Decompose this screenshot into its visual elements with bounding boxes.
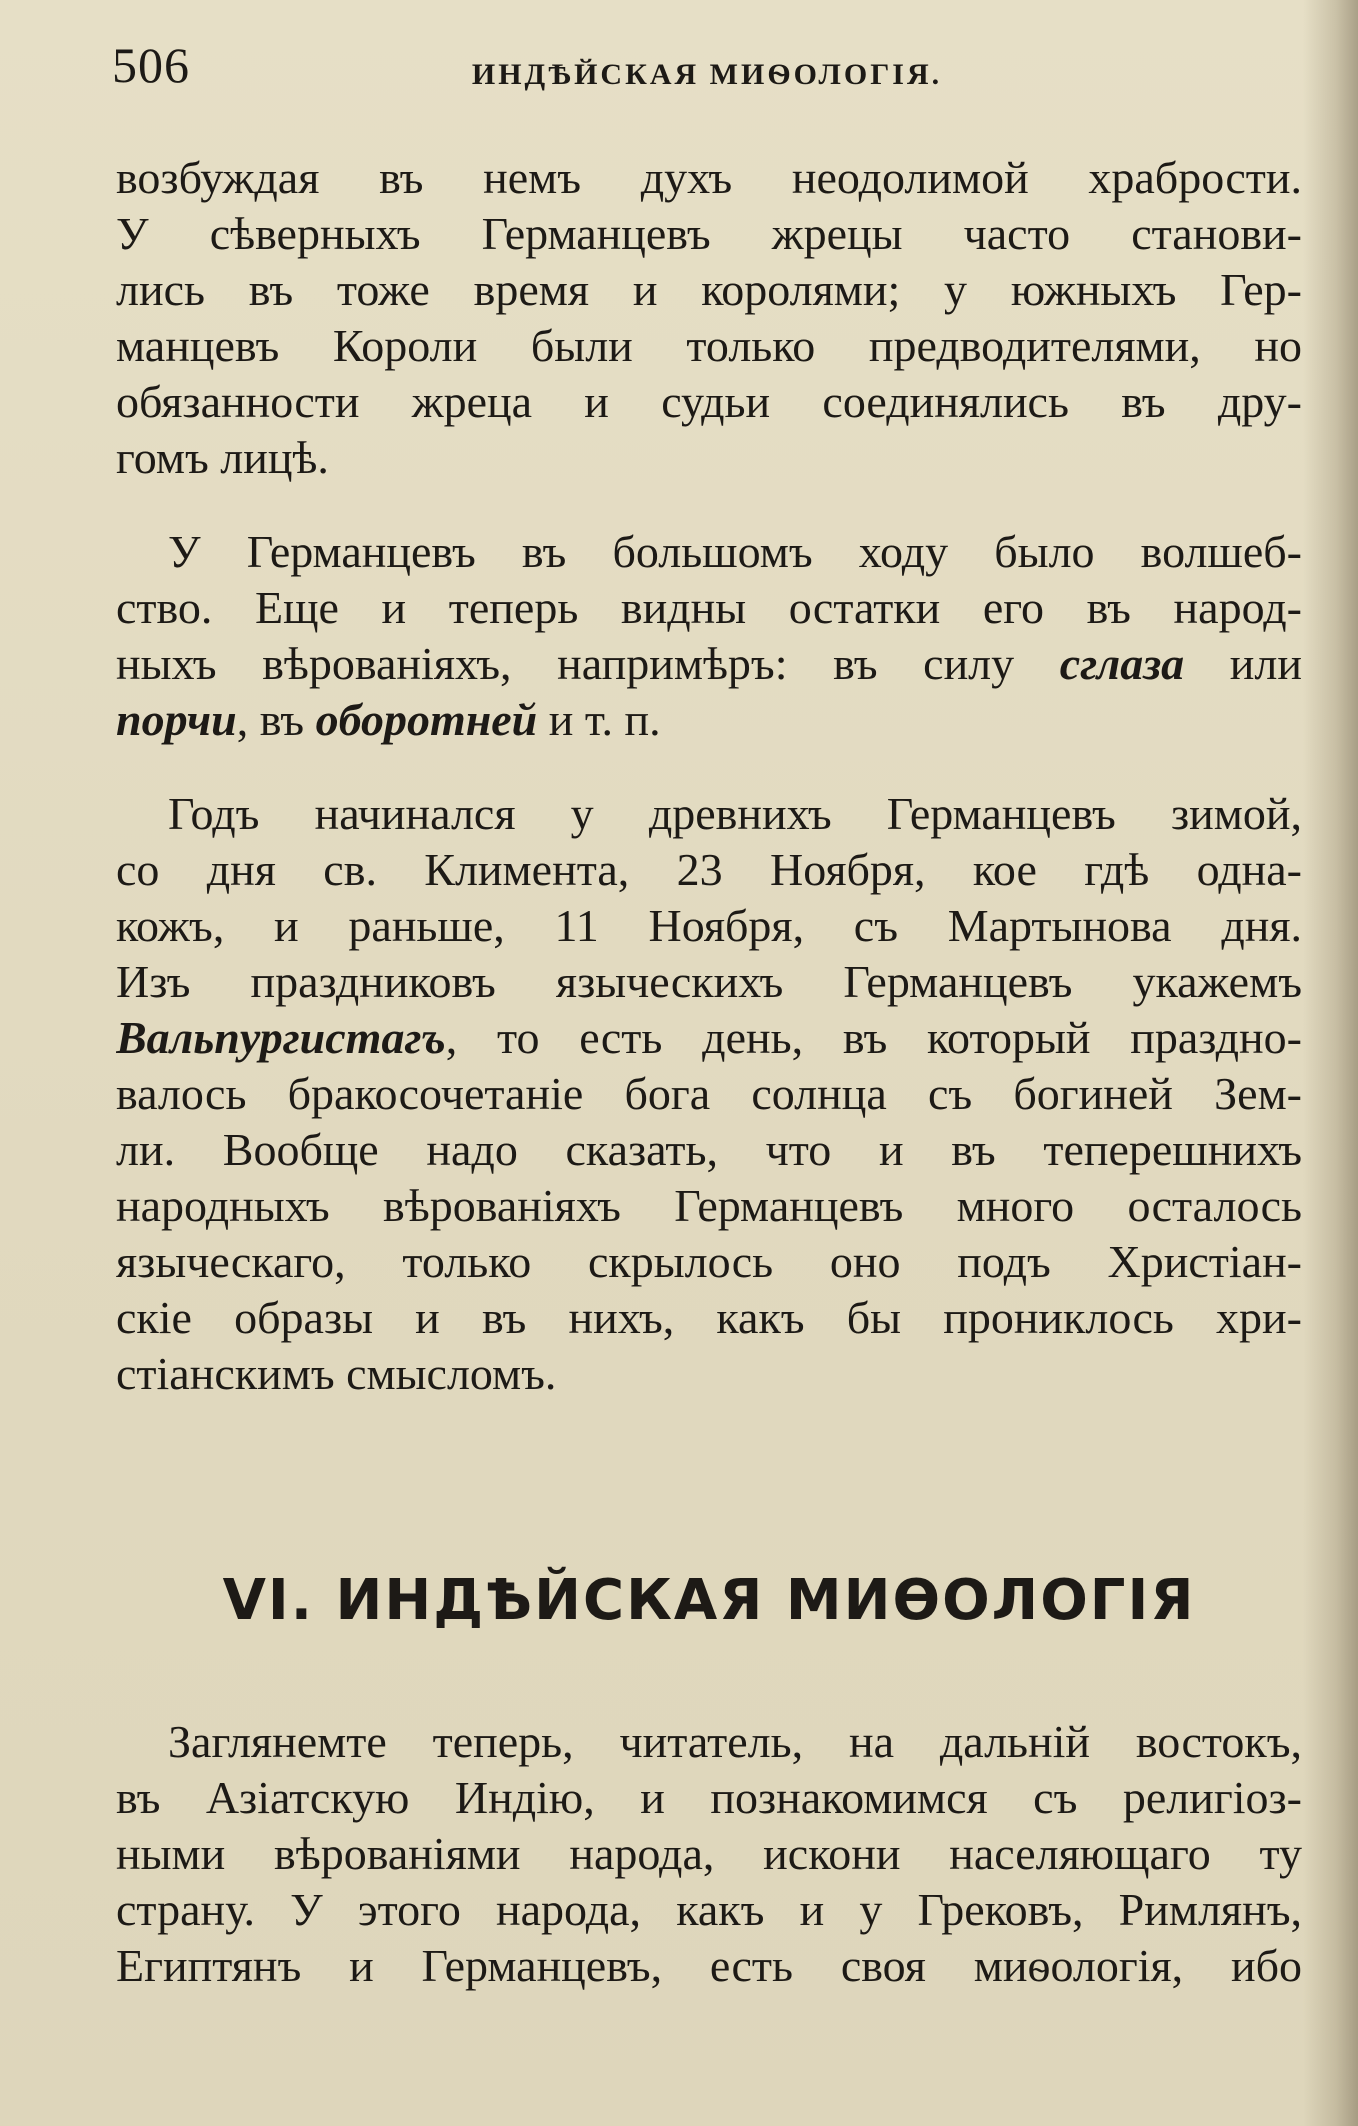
text-line: У сѣверныхъ Германцевъ жрецы часто станови- [116, 208, 1302, 259]
italic-term-sglaza: сглаза [1059, 638, 1185, 689]
text-line: кожъ, и раньше, 11 Ноября, съ Мартынова дня. [116, 900, 1302, 951]
text-line: языческаго, только скрылось оно подъ Христіан- [116, 1236, 1302, 1287]
text-line: стіанскимъ смысломъ. [116, 1348, 557, 1399]
italic-term-porchi: порчи [116, 694, 237, 745]
text-line: въ Азіатскую Индію, и познакомимся съ религіоз- [116, 1772, 1302, 1823]
text-line [116, 636, 1302, 692]
text-line: возбуждая въ немъ духъ неодолимой храбрости. [116, 152, 1302, 203]
text-line: гомъ лицѣ. [116, 432, 329, 483]
text-line: скіе образы и въ нихъ, какъ бы прониклось хри- [116, 1292, 1302, 1343]
text-line: Египтянъ и Германцевъ, есть своя миѳологія, ибо [116, 1940, 1302, 1991]
text-line: со дня св. Климента, 23 Ноября, кое гдѣ одна- [116, 844, 1302, 895]
text-line: Годъ начинался у древнихъ Германцевъ зимой, [168, 788, 1302, 839]
italic-term-walpurgistag: Вальпургистагъ [116, 1012, 446, 1063]
text-line: валось бракосочетаніе бога солнца съ богиней Зем- [116, 1068, 1302, 1119]
text-line [116, 692, 1302, 748]
text-line: ными вѣрованіями народа, искони населяющаго ту [116, 1828, 1302, 1879]
paragraph-2 [116, 524, 1302, 748]
text-run: или [1184, 638, 1302, 689]
running-title: ИНДѢЙСКАЯ МИѲОЛОГІЯ. [471, 58, 943, 91]
page-number: 506 [112, 37, 190, 93]
paragraph-3 [116, 786, 1302, 1402]
running-head [112, 30, 1302, 110]
text-line: народныхъ вѣрованіяхъ Германцевъ много осталось [116, 1180, 1302, 1231]
text-run: , въ [236, 694, 316, 745]
text-line: манцевъ Короли были только предводителями, но [116, 320, 1302, 371]
text-line: ство. Еще и теперь видны остатки его въ народ- [116, 582, 1302, 633]
section-heading: VI. ИНДѢЙСКАЯ МИѲОЛОГІЯ [222, 1568, 1196, 1633]
text-line: Изъ праздниковъ языческихъ Германцевъ укажемъ [116, 956, 1302, 1007]
text-line: обязанности жреца и судьи соединялись въ дру- [116, 376, 1302, 427]
text-line: У Германцевъ въ большомъ ходу было волшеб- [168, 526, 1302, 577]
page-edge-shadow [1303, 0, 1358, 2126]
italic-term-oborotnei: оборотней [315, 694, 538, 745]
text-line: страну. У этого народа, какъ и у Грековъ, Римлянъ, [116, 1884, 1302, 1935]
text-line: лись въ тоже время и королями; у южныхъ Гер- [116, 264, 1302, 315]
text-run: , то есть день, въ который праздно- [445, 1012, 1302, 1063]
text-line: ли. Вообще надо сказать, что и въ теперешнихъ [116, 1124, 1302, 1175]
paragraph-4 [116, 1714, 1302, 1994]
text-line: Заглянемте теперь, читатель, на дальній востокъ, [168, 1716, 1302, 1767]
text-run: ныхъ вѣрованіяхъ, напримѣръ: въ силу [116, 638, 1060, 689]
text-line [116, 1010, 1302, 1066]
paragraph-1 [116, 150, 1302, 486]
text-run: и т. п. [537, 694, 661, 745]
